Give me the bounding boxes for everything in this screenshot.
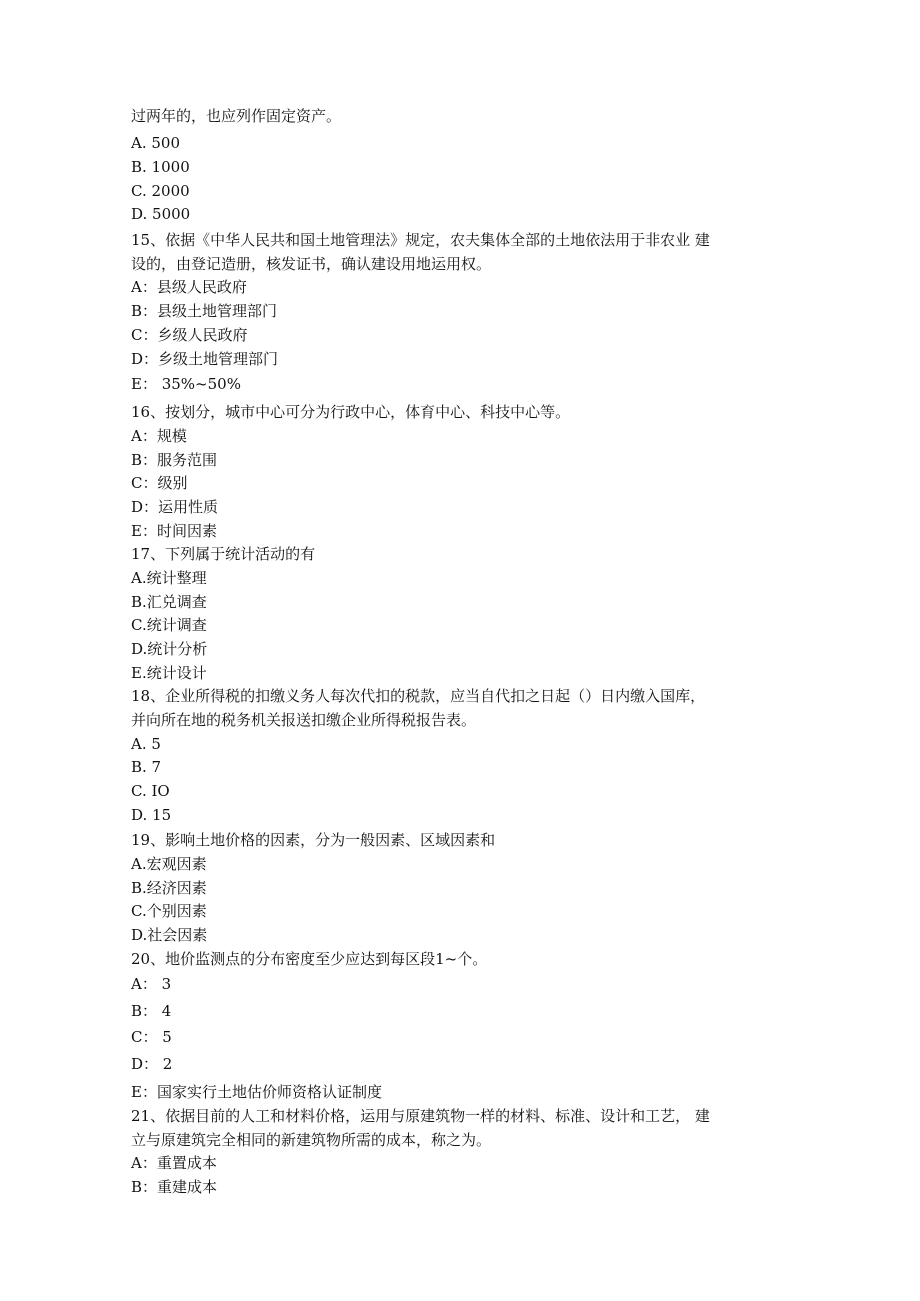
option-line: A. 5: [131, 735, 161, 753]
option-line: B.汇兑调查: [131, 593, 207, 611]
option-line: B：服务范围: [131, 451, 218, 469]
option-line: A. 500: [131, 134, 180, 152]
option-line: A：重置成本: [131, 1154, 217, 1172]
option-line: C. 2000: [131, 182, 190, 200]
question-line: 并向所在地的税务机关报送扣缴企业所得税报告表。: [131, 711, 477, 729]
option-line: C： 5: [131, 1028, 172, 1046]
text-line: 过两年的，也应列作固定资产。: [131, 107, 342, 125]
option-line: E.统计设计: [131, 664, 207, 682]
option-line: A.统计整理: [131, 569, 207, 587]
option-line: B：县级土地管理部门: [131, 302, 278, 320]
option-line: E：国家实行土地估价师资格认证制度: [131, 1083, 382, 1101]
option-line: A：县级人民政府: [131, 278, 247, 296]
question-line: 设的，由登记造册，核发证书，确认建设用地运用权。: [131, 255, 492, 273]
question-line: 15、依据《中华人民共和国土地管理法》规定，农夫集体全部的土地依法用于非农业 建: [131, 231, 710, 249]
question-line: 17、下列属于统计活动的有: [131, 545, 316, 563]
option-line: D. 5000: [131, 205, 191, 223]
option-line: D. 15: [131, 806, 172, 824]
option-line: D.社会因素: [131, 926, 208, 944]
question-line: 21、依据目前的人工和材料价格，运用与原建筑物一样的材料、标准、设计和工艺， 建: [131, 1107, 710, 1125]
option-line: D：运用性质: [131, 498, 219, 516]
option-line: C：级别: [131, 474, 188, 492]
option-line: D：乡级土地管理部门: [131, 350, 279, 368]
option-line: D.统计分析: [131, 640, 208, 658]
option-line: C：乡级人民政府: [131, 326, 248, 344]
option-line: B. 1000: [131, 158, 190, 176]
option-line: B： 4: [131, 1002, 172, 1020]
option-line: B.经济因素: [131, 879, 207, 897]
question-line: 16、按划分，城市中心可分为行政中心，体育中心、科技中心等。: [131, 403, 571, 421]
option-line: C.统计调查: [131, 616, 207, 634]
option-line: E：时间因素: [131, 522, 217, 540]
question-line: 20、地价监测点的分布密度至少应达到每区段1~个。: [131, 950, 488, 968]
option-line: C. IO: [131, 782, 170, 800]
option-line: E： 35%~50%: [131, 375, 241, 393]
option-line: B. 7: [131, 758, 162, 776]
question-line: 19、影响土地价格的因素，分为一般因素、区域因素和: [131, 831, 496, 849]
question-line: 18、企业所得税的扣缴义务人每次代扣的税款，应当自代扣之日起（）日内缴入国库，: [131, 687, 706, 705]
option-line: D： 2: [131, 1055, 173, 1073]
option-line: A： 3: [131, 975, 172, 993]
option-line: C.个别因素: [131, 902, 207, 920]
question-line: 立与原建筑完全相同的新建筑物所需的成本，称之为。: [131, 1131, 492, 1149]
option-line: A.宏观因素: [131, 855, 207, 873]
option-line: B：重建成本: [131, 1178, 218, 1196]
option-line: A：规模: [131, 427, 187, 445]
